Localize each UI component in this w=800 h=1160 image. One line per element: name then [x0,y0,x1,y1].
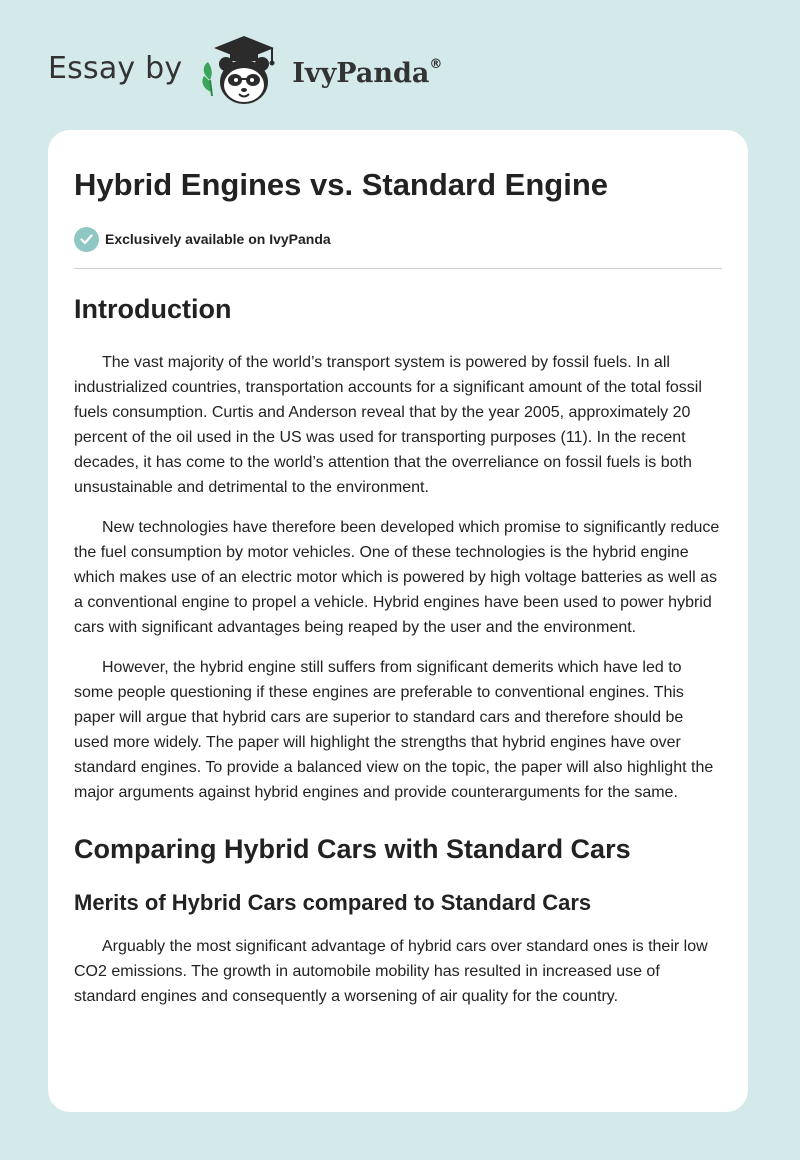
trademark-symbol: ® [429,57,443,72]
paragraph: Arguably the most significant advantage of hybrid cars over standard ones is their low CO2 emissions. The growth in automobile mobility has resulted in increased use of standard engines and consequently a worsening of air quality for the country. [74,938,708,1005]
badge-label: Exclusively available on IvyPanda [105,231,331,247]
check-circle-icon [74,227,99,252]
essay-by-label: Essay by [48,50,183,86]
paragraph: The vast majority of the world’s transport system is powered by fossil fuels. In all industrialized countries, transportation accounts for a significant amount of the total fossil fuels consumption. Curtis and Anderson reveal that by the year 2005, approximately 20 percent of the oil used in the US was used for transporting purposes (11). In the recent decades, it has come to the world’s attention that the overreliance on fossil fuels is both unsustainable and detrimental to the environment. [74,354,702,496]
essay-card [48,130,748,1112]
site-header [48,30,442,110]
exclusive-badge [74,224,722,254]
subsection-heading-merits: Merits of Hybrid Cars compared to Standard Cars [74,890,592,915]
paragraph: However, the hybrid engine still suffers from significant demerits which have led to some people questioning if these engines are preferable to conventional engines. This paper will argue that hybrid cars are superior to standard cars and therefore should be used more widely. The paper will highlight the strengths that hybrid engines have over standard engines. To provide a balanced view on the topic, the paper will also highlight the major arguments against hybrid engines and provide counterarguments for the same. [74,659,714,801]
brand-name[interactable]: IvyPanda® [292,57,443,89]
section-heading-comparing: Comparing Hybrid Cars with Standard Cars [74,834,631,864]
paragraph: New technologies have therefore been developed which promise to significantly reduce the fuel consumption by motor vehicles. One of these technologies is the hybrid engine which makes use of an electric motor which is powered by high voltage batteries as well as a conventional engine to propel a vehicle. Hybrid engines have been used to power hybrid cars with significant advantages being reaped by the user and the environment. [74,519,720,636]
page-title: Hybrid Engines vs. Standard Engine [74,167,608,202]
section-heading-introduction: Introduction [74,294,232,324]
panda-graduation-cap-logo[interactable] [196,30,288,110]
title-divider [74,268,722,269]
